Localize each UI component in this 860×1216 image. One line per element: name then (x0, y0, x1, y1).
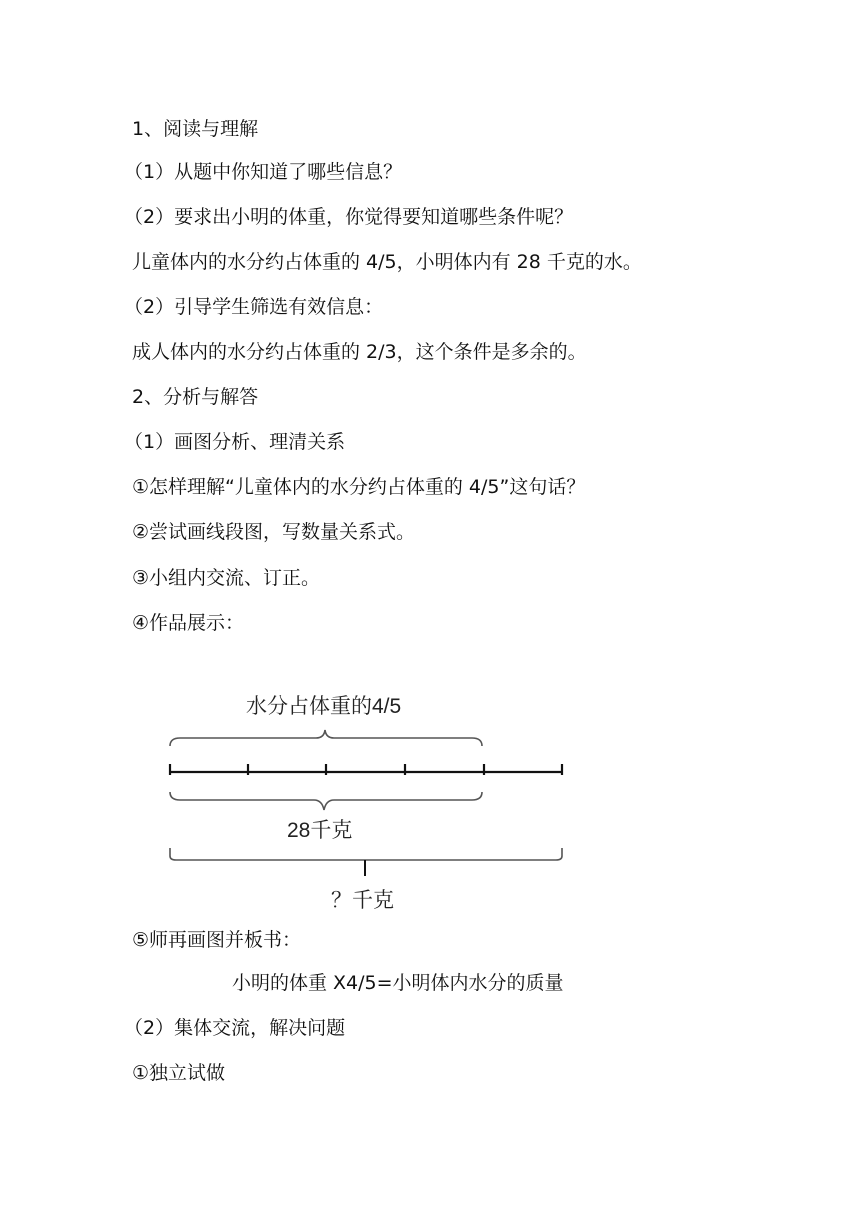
question-conditions: （2）要求出小明的体重，你觉得要知道哪些条件呢？ (124, 206, 574, 228)
step-draw-analysis: （1）画图分析、理清关系 (124, 431, 346, 453)
segment-line (170, 764, 562, 775)
top-brace (170, 730, 482, 746)
step-independent-try: ①独立试做 (132, 1062, 226, 1084)
diagram-bottom-label: ？千克 (331, 889, 394, 912)
guide-filter-info: （2）引导学生筛选有效信息： (124, 296, 384, 318)
formula: 小明的体重 X4/5=小明体内水分的质量 (232, 972, 564, 994)
bottom-brace (170, 848, 562, 860)
redundant-condition-text: 成人体内的水分约占体重的 2/3，这个条件是多余的。 (132, 341, 587, 363)
step-collective-exchange: （2）集体交流，解决问题 (124, 1017, 346, 1039)
condition-text: 儿童体内的水分约占体重的 4/5，小明体内有 28 千克的水。 (132, 251, 642, 273)
line-segment-diagram (150, 680, 590, 920)
diagram-top-label: 水分占体重的4/5 (246, 695, 402, 718)
middle-brace (170, 792, 482, 810)
step-show-work: ④作品展示： (132, 612, 245, 634)
diagram-middle-label: 28千克 (287, 819, 353, 842)
section-heading-analysis: 2、分析与解答 (132, 386, 259, 408)
step-group-exchange: ③小组内交流、订正。 (132, 567, 321, 589)
teacher-draw-again: ⑤师再画图并板书： (132, 929, 302, 951)
question-info: （1）从题中你知道了哪些信息？ (124, 161, 403, 183)
section-heading-reading: 1、阅读与理解 (132, 118, 259, 140)
step-understand: ①怎样理解“儿童体内的水分约占体重的 4/5”这句话？ (132, 476, 586, 498)
step-try-draw: ②尝试画线段图，写数量关系式。 (132, 521, 416, 543)
